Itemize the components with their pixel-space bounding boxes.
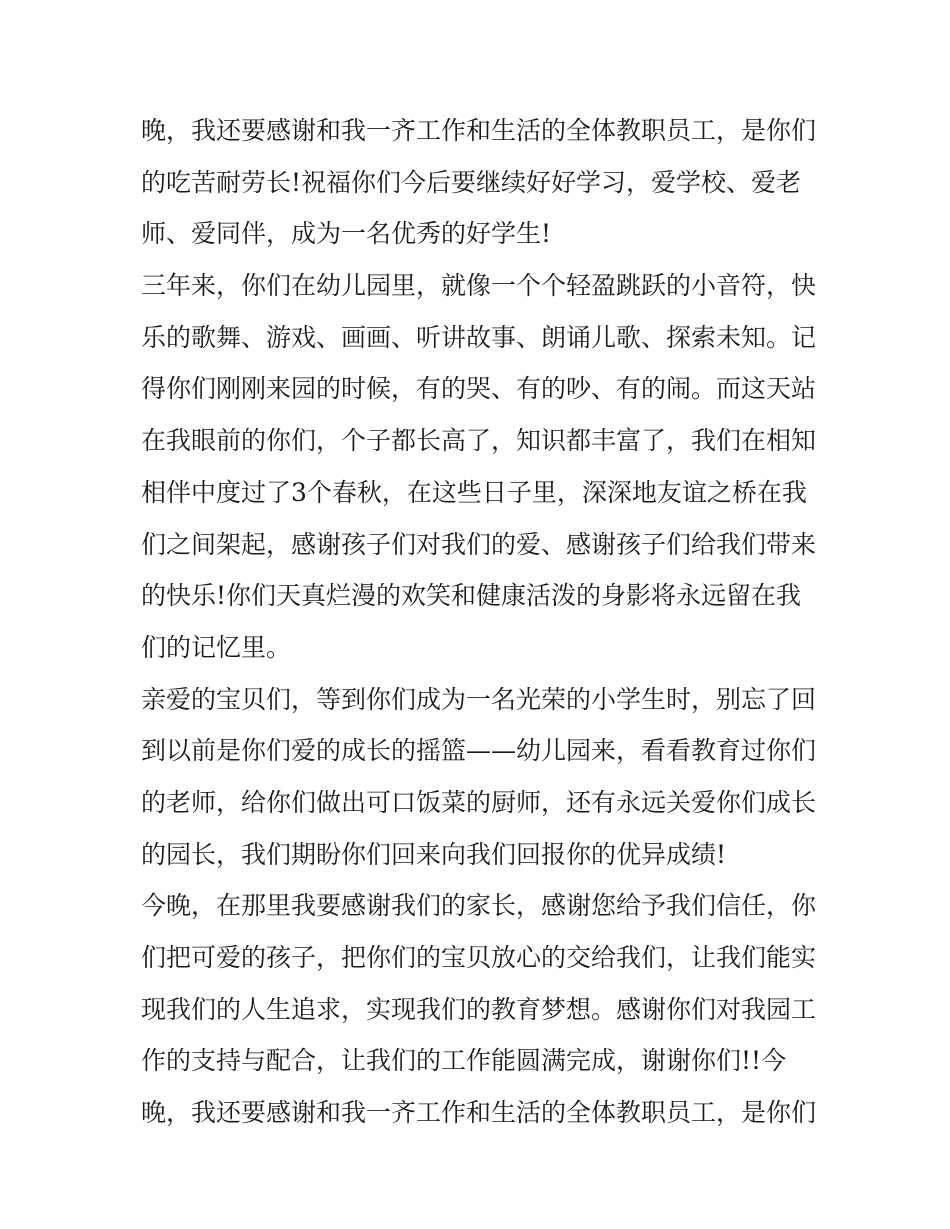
text-line: 到以前是你们爱的成长的摇篮——幼儿园来，看看教育过你们 bbox=[141, 736, 817, 766]
text-line: 乐的歌舞、游戏、画画、听讲故事、朗诵儿歌、探索未知。记 bbox=[141, 322, 817, 352]
text-line: 的快乐!你们天真烂漫的欢笑和健康活泼的身影将永远留在我 bbox=[141, 581, 802, 611]
text-line: 得你们刚刚来园的时候，有的哭、有的吵、有的闹。而这天站 bbox=[141, 374, 817, 404]
text-line: 在我眼前的你们，个子都长高了，知识都丰富了，我们在相知 bbox=[141, 426, 817, 456]
text-line: 晚，我还要感谢和我一齐工作和生活的全体教职员工，是你们 bbox=[141, 1098, 817, 1128]
document-body bbox=[141, 105, 817, 1139]
text-line: 作的支持与配合，让我们的工作能圆满完成，谢谢你们!!今 bbox=[141, 1046, 787, 1076]
text-line: 今晚，在那里我要感谢我们的家长，感谢您给予我们信任，你 bbox=[141, 891, 817, 921]
text-line: 的老师，给你们做出可口饭菜的厨师，还有永远关爱你们成长 bbox=[141, 787, 817, 817]
text-line: 们的记忆里。 bbox=[141, 632, 292, 662]
text-line: 相伴中度过了3个春秋，在这些日子里，深深地友谊之桥在我 bbox=[141, 477, 807, 507]
text-line: 们把可爱的孩子，把你们的宝贝放心的交给我们，让我们能实 bbox=[141, 943, 817, 972]
text-line: 的园长，我们期盼你们回来向我们回报你的优异成绩! bbox=[141, 839, 727, 869]
text-line: 晚，我还要感谢和我一齐工作和生活的全体教职员工，是你们 bbox=[141, 116, 817, 145]
text-line: 三年来，你们在幼儿园里，就像一个个轻盈跳跃的小音符，快 bbox=[141, 271, 817, 301]
text-line: 亲爱的宝贝们，等到你们成为一名光荣的小学生时，别忘了回 bbox=[141, 684, 817, 714]
text-line: 现我们的人生追求，实现我们的教育梦想。感谢你们对我园工 bbox=[141, 994, 817, 1024]
text-line: 们之间架起，感谢孩子们对我们的爱、感谢孩子们给我们带来 bbox=[141, 529, 817, 559]
text-line: 的吃苦耐劳长!祝福你们今后要继续好好学习，爱学校、爱老 bbox=[141, 167, 802, 197]
text-line: 师、爱同伴，成为一名优秀的好学生! bbox=[141, 219, 552, 249]
